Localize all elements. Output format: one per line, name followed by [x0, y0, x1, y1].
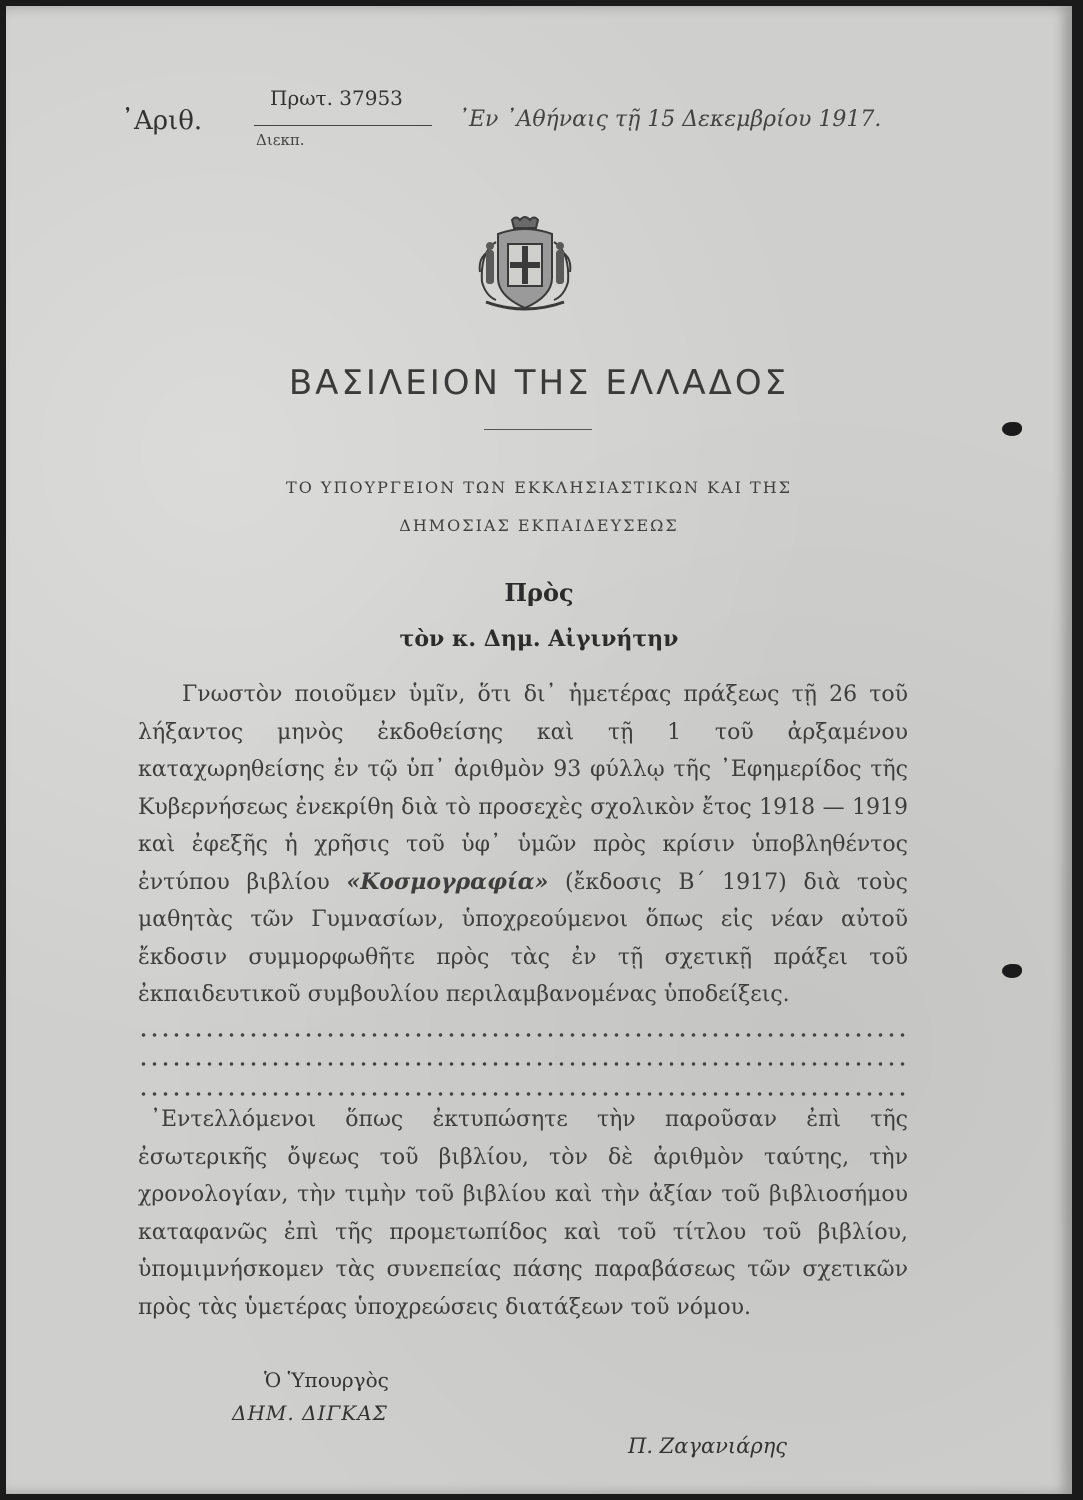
header-divider: [254, 125, 432, 126]
document-page: [6, 6, 1072, 1494]
secretary-signature: Π. Ζαγανιάρης: [628, 1434, 788, 1458]
document-date: ᾿Εν ᾿Αθήναις τῇ 15 Δεκεμβρίου 1917.: [458, 107, 882, 132]
addressee-name: τὸν κ. Δημ. Αἰγινήτην: [399, 626, 679, 652]
protocol-number: Πρωτ. 37953: [270, 86, 403, 110]
minister-name: ΔΗΜ. ΔΙΓΚΑΣ: [232, 1401, 388, 1425]
binding-hole: [1002, 422, 1022, 436]
addressee-heading: Πρὸς: [504, 578, 574, 607]
dotted-separator: [138, 1031, 908, 1039]
book-title: «Κοσμογραφία»: [346, 868, 549, 895]
body-paragraph-2: ᾿Εντελλόμενοι ὅπως ἐκτυπώσητε τὴν παροῦσαν ἐπὶ τῆς ἐσωτερικῆς ὄψεως τοῦ βιβλίου, τὸν δὲ ἀριθμὸν ταύτης, τὴν χρονολογίαν, τὴν τιμὴν τοῦ βιβλίου καὶ τὴν ἀξίαν τοῦ βιβλιοσήμου καταφανῶς ἐπὶ τῆς προμετωπίδος καὶ τοῦ τίτλου τοῦ βιβλίου, ὑπομιμνήσκομεν τὰς συνεπείας πάσης παραβάσεως τῶν σχετικῶν πρὸς τὰς ὑμετέρας ὑποχρεώσεις διατάξεων τοῦ νόμου.: [138, 1107, 908, 1320]
royal-coat-of-arms-icon: [468, 212, 582, 318]
minister-title: Ὁ Ὑπουργὸς: [264, 1368, 389, 1392]
dispatch-label: Διεκπ.: [256, 131, 305, 149]
number-label: ᾿Αριθ.: [121, 106, 203, 136]
body-paragraph-1: [138, 676, 908, 1014]
title-divider: [484, 429, 592, 430]
dotted-separator: [138, 1090, 908, 1098]
kingdom-title: ΒΑΣΙΛΕΙΟΝ ΤΗΣ ΕΛΛΑΔΟΣ: [288, 363, 790, 403]
paragraph-1-end: (ἔκδοσις Β΄ 1917) διὰ τοὺς μαθητὰς τῶν Γυμνασίων, ὑποχρεούμενοι ὅπως εἰς νέαν αὐτοῦ ἔκδοσιν συμμορφωθῆτε πρὸς τὰς ἐν τῇ σχετικῇ πράξει τοῦ ἐκπαιδευτικοῦ συμβουλίου περιλαμβανομένας ὑποδείξεις.: [138, 869, 908, 1007]
ministry-line-1: ΤΟ ΥΠΟΥΡΓΕΙΟΝ ΤΩΝ ΕΚΚΛΗΣΙΑΣΤΙΚΩΝ ΚΑΙ ΤΗΣ: [286, 478, 792, 497]
binding-hole: [1002, 964, 1022, 978]
ministry-line-2: ΔΗΜΟΣΙΑΣ ΕΚΠΑΙΔΕΥΣΕΩΣ: [399, 516, 679, 535]
paragraph-1-start: Γνωστὸν ποιοῦμεν ὑμῖν, ὅτι δι᾿ ἡμετέρας πράξεως τῇ 26 τοῦ λήξαντος μηνὸς ἐκδοθείσης καὶ τῇ 1 τοῦ ἀρξαμένου καταχωρηθείσης ἐν τῷ ὑπ᾿ ἀριθμὸν 93 φύλλῳ τῆς ᾿Εφημερίδος τῆς Κυβερνήσεως ἐνεκρίθη διὰ τὸ προσεχὲς σχολικὸν ἔτος 1918 — 1919 καὶ ἐφεξῆς ἡ χρῆσις τοῦ ὑφ᾿ ὑμῶν πρὸς κρίσιν ὑποβληθέντος ἐντύπου βιβλίου: [138, 682, 908, 895]
dotted-separator: [138, 1060, 908, 1068]
